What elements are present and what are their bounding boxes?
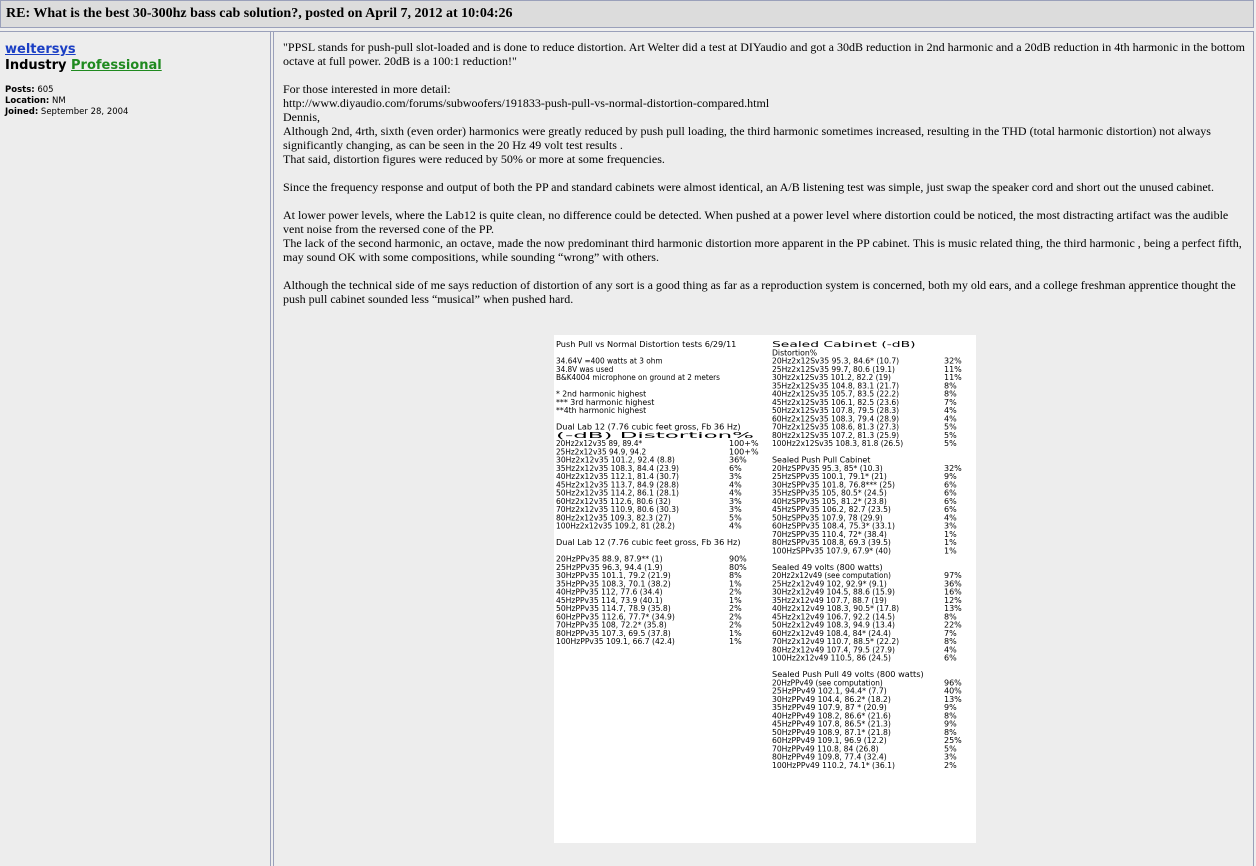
table-percent: 8% xyxy=(729,571,742,580)
table-percent: 9% xyxy=(944,703,957,712)
distortion-table-graphic xyxy=(554,335,976,843)
table-line: 70Hz2x12v49 110.7, 88.5* (22.2) xyxy=(772,637,900,646)
table-percent: 100+% xyxy=(729,439,759,448)
table-line: 30Hz2x12v49 104.5, 88.6 (15.9) xyxy=(772,587,895,597)
table-line: 45HzPPv49 107.8, 86.5* (21.3) xyxy=(772,719,891,729)
table-line: Sealed Push Pull 49 volts (800 watts) xyxy=(772,670,924,679)
listening-paragraph xyxy=(283,208,1249,264)
table-line: 100HzSPPv35 107.9, 67.9* (40) xyxy=(772,546,891,556)
table-percent: 8% xyxy=(944,637,957,646)
table-percent: 8% xyxy=(944,381,957,391)
table-percent: 90% xyxy=(729,554,747,564)
table-line: Distortion% xyxy=(772,348,818,358)
location-value: NM xyxy=(52,96,66,106)
table-line: 50HzPPv49 108.9, 87.1* (21.8) xyxy=(772,727,891,737)
ab-test-paragraph: Since the frequency response and output of both the PP and standard cabinets were almost identical, an A/B listening test was simple, just swap the speaker cord and short out the unused cabinet. xyxy=(283,180,1215,194)
table-line: 70Hz2x12Sv35 108.6, 81.3 (27.3) xyxy=(772,422,900,432)
post-content xyxy=(274,32,1254,866)
table-line: 40HzPPv35 112, 77.6 (34.4) xyxy=(556,587,663,597)
table-percent: 7% xyxy=(944,397,957,407)
table-line: 40HzPPv49 108.2, 86.6* (21.6) xyxy=(772,711,891,721)
author-panel xyxy=(0,32,271,866)
table-line: 50HzSPPv35 107.9, 78 (29.9) xyxy=(772,513,883,523)
table-percent: 40% xyxy=(944,686,962,696)
table-percent: 5% xyxy=(944,422,957,432)
table-percent: 13% xyxy=(944,694,962,704)
table-percent: 2% xyxy=(729,587,742,597)
table-percent: 1% xyxy=(729,579,742,589)
table-percent: 1% xyxy=(944,529,957,539)
table-line: 20HzPPv35 88.9, 87.9** (1) xyxy=(556,554,663,564)
table-line: 25Hz2x12Sv35 99.7, 80.6 (19.1) xyxy=(772,364,895,374)
table-line: 35Hz2x12v35 108.3, 84.4 (23.9) xyxy=(556,463,679,473)
table-line: 100Hz2x12Sv35 108.3, 81.8 (26.5) xyxy=(772,439,904,448)
table-percent: 97% xyxy=(944,571,962,580)
table-percent: 6% xyxy=(944,496,957,506)
table-line: 50Hz2x12v35 114.2, 86.1 (28.1) xyxy=(556,488,679,498)
table-line: 35HzPPv35 108.3, 70.1 (38.2) xyxy=(556,579,671,589)
table-percent: 25% xyxy=(944,736,962,745)
table-line: 20HzSPPv35 95.3, 85* (10.3) xyxy=(772,463,883,473)
table-line: 70HzPPv35 108, 72.2* (35.8) xyxy=(556,620,667,630)
table-percent: 1% xyxy=(729,595,742,605)
table-percent: 16% xyxy=(944,587,962,597)
table-percent: 36% xyxy=(944,579,962,589)
table-percent: 6% xyxy=(944,480,957,490)
table-percent: 6% xyxy=(944,505,957,514)
table-line: 60HzSPPv35 108.4, 75.3* (33.1) xyxy=(772,521,895,531)
table-line: 35Hz2x12Sv35 104.8, 83.1 (21.7) xyxy=(772,381,900,391)
table-percent: 5% xyxy=(944,744,957,754)
table-percent: 3% xyxy=(729,505,742,514)
table-line: 35HzSPPv35 105, 80.5* (24.5) xyxy=(772,488,887,498)
post-body xyxy=(283,40,1249,320)
table-line: 20Hz2x12v35 89, 89.4* xyxy=(556,439,643,448)
table-percent: 32% xyxy=(944,463,962,473)
table-line: 35Hz2x12v49 107.7, 88.7 (19) xyxy=(772,595,887,605)
table-line: 100HzPPv49 110.2, 74.1* (36.1) xyxy=(772,760,895,770)
detail-intro: For those interested in more detail: xyxy=(283,82,451,96)
table-line: 30Hz2x12Sv35 101.2, 82.2 (19) xyxy=(772,373,891,382)
table-line: 25Hz2x12v49 102, 92.9* (9.1) xyxy=(772,579,887,589)
table-line: 60HzPPv35 112.6, 77.7* (34.9) xyxy=(556,612,675,622)
table-percent: 96% xyxy=(944,678,962,688)
table-line: 80Hz2x12v35 109.3, 82.3 (27) xyxy=(556,513,671,523)
table-line: 80HzPPv49 109.8, 77.4 (32.4) xyxy=(772,752,887,762)
detail-paragraph xyxy=(283,82,1249,166)
table-percent: 5% xyxy=(944,430,957,440)
table-line: 60Hz2x12Sv35 108.3, 79.4 (28.9) xyxy=(772,414,900,424)
table-percent: 4% xyxy=(944,645,957,655)
table-percent: 13% xyxy=(944,604,962,613)
table-line: 20Hz2x12v49 (see computation) xyxy=(772,571,891,580)
location-label: Location: xyxy=(5,96,50,106)
table-line: 50HzPPv35 114.7, 78.9 (35.8) xyxy=(556,604,671,613)
rank-prefix: Industry xyxy=(5,58,67,73)
rank-professional-link[interactable]: Professional xyxy=(71,58,162,73)
table-line: * 2nd harmonic highest xyxy=(556,389,647,399)
table-line: 70Hz2x12v35 110.9, 80.6 (30.3) xyxy=(556,505,679,514)
joined-label: Joined: xyxy=(5,107,39,117)
table-line: 34.64V =400 watts at 3 ohm xyxy=(556,356,663,366)
table-line: Sealed 49 volts (800 watts) xyxy=(772,562,883,572)
post-title-bar xyxy=(0,0,1254,28)
table-percent: 12% xyxy=(944,595,962,605)
harmonics-text: Although 2nd, 4rth, sixth (even order) harmonics were greatly reduced by push pull loading, the third harmonic sometimes increased, resulting in the THD (total harmonic distortion) not always significantly changing, as can be seen in the 20 Hz 49 volt test results . xyxy=(283,124,1211,152)
table-percent: 9% xyxy=(944,472,957,481)
table-percent: 8% xyxy=(944,389,957,399)
table-line: 100Hz2x12v35 109.2, 81 (28.2) xyxy=(556,521,675,531)
table-percent: 6% xyxy=(944,488,957,498)
table-percent: 11% xyxy=(944,364,962,374)
table-percent: 36% xyxy=(729,455,747,465)
table-percent: 3% xyxy=(729,496,742,506)
table-line: 35HzPPv49 107.9, 87 * (20.9) xyxy=(772,703,887,712)
table-line: 45Hz2x12v35 113.7, 84.9 (28.8) xyxy=(556,480,679,490)
distortion-table-image xyxy=(554,335,976,843)
table-percent: 100+% xyxy=(729,447,759,457)
table-percent: 6% xyxy=(729,463,742,473)
table-line: 80HzSPPv35 108.8, 69.3 (39.5) xyxy=(772,538,891,547)
table-line: *** 3rd harmonic highest xyxy=(556,397,655,407)
table-line: Dual Lab 12 (7.76 cubic feet gross, Fb 36 Hz) xyxy=(556,422,741,432)
table-line: **4th harmonic highest xyxy=(556,406,647,415)
table-line: 50Hz2x12Sv35 107.8, 79.5 (28.3) xyxy=(772,406,900,415)
table-line: Push Pull vs Normal Distortion tests 6/29/11 xyxy=(556,340,737,349)
table-percent: 8% xyxy=(944,612,957,622)
table-line: 100Hz2x12v49 110.5, 86 (24.5) xyxy=(772,653,891,663)
table-percent: 8% xyxy=(944,711,957,721)
table-line: 40Hz2x12v35 112.1, 81.4 (30.7) xyxy=(556,472,679,481)
table-line: 20Hz2x12Sv35 95.3, 84.6* (10.7) xyxy=(772,356,900,366)
table-percent: 8% xyxy=(944,727,957,737)
author-location xyxy=(5,96,128,107)
table-percent: 2% xyxy=(944,760,957,770)
table-percent: 4% xyxy=(944,406,957,415)
table-percent: 7% xyxy=(944,628,957,638)
low-power-text: At lower power levels, where the Lab12 is quite clean, no difference could be detected. When pushed at a power level where distortion could be noticed, the most distracting artifact was the audible vent noise from the reversed cone of the PP. xyxy=(283,208,1229,236)
table-percent: 3% xyxy=(729,472,742,481)
author-meta xyxy=(5,85,128,118)
author-username-link[interactable]: weltersys xyxy=(5,42,76,57)
table-line: 20HzPPv49 (see computation) xyxy=(772,678,883,688)
conclusion-paragraph: Although the technical side of me says reduction of distortion of any sort is a good thing as far as a reproduction system is concerned, both my old ears, and a college freshman apprentice thought the push pull cabinet sounded less “musical” when pushed hard. xyxy=(283,278,1236,306)
table-percent: 1% xyxy=(944,546,957,556)
table-line: 100HzPPv35 109.1, 66.7 (42.4) xyxy=(556,637,675,646)
greeting: Dennis, xyxy=(283,110,320,124)
posts-label: Posts: xyxy=(5,85,35,95)
posts-count xyxy=(5,85,128,96)
table-percent: 32% xyxy=(944,356,962,366)
table-percent: 6% xyxy=(944,653,957,663)
table-percent: 1% xyxy=(729,628,742,638)
table-line: 30HzPPv49 104.4, 86.2* (18.2) xyxy=(772,694,891,704)
table-line: 45HzSPPv35 106.2, 82.7 (23.5) xyxy=(772,505,891,514)
table-line: 25HzPPv35 96.3, 94.4 (1.9) xyxy=(556,562,663,572)
table-line: 40Hz2x12v49 108.3, 90.5* (17.8) xyxy=(772,604,900,613)
table-line: 25Hz2x12v35 94.9, 94.2 xyxy=(556,447,647,457)
diyaudio-url: http://www.diyaudio.com/forums/subwoofers/191833-push-pull-vs-normal-distortion-compared.html xyxy=(283,96,770,110)
table-percent: 2% xyxy=(729,612,742,622)
post-title: RE: What is the best 30-300hz bass cab solution?, posted on April 7, 2012 at 10:04:26 xyxy=(6,6,513,21)
table-line: 40HzSPPv35 105, 81.2* (23.8) xyxy=(772,496,887,506)
table-percent: 80% xyxy=(729,562,747,572)
table-line: Sealed Cabinet (-dB) xyxy=(772,340,916,349)
table-line: 45HzPPv35 114, 73.9 (40.1) xyxy=(556,595,663,605)
table-line: 80Hz2x12Sv35 107.2, 81.3 (25.9) xyxy=(772,430,900,440)
table-percent: 9% xyxy=(944,719,957,729)
joined-value: September 28, 2004 xyxy=(40,107,129,117)
forum-post xyxy=(0,31,1254,866)
table-percent: 22% xyxy=(944,620,962,630)
author-rank xyxy=(5,58,162,73)
table-line: 70HzPPv49 110.8, 84 (26.8) xyxy=(772,744,879,754)
table-line: 45Hz2x12v49 106.7, 92.2 (14.5) xyxy=(772,612,895,622)
table-line: 50Hz2x12v49 108.3, 94.9 (13.4) xyxy=(772,620,895,630)
table-line: 80Hz2x12v49 107.4, 79.5 (27.9) xyxy=(772,645,895,655)
table-percent: 4% xyxy=(944,414,957,424)
table-line: 34.8V was used xyxy=(556,364,614,374)
table-percent: 4% xyxy=(729,521,742,531)
table-percent: 1% xyxy=(729,637,742,646)
table-line: Sealed Push Pull Cabinet xyxy=(772,455,871,465)
table-line: 25HzSPPv35 100.1, 79.1* (21) xyxy=(772,472,887,481)
table-line: Dual Lab 12 (7.76 cubic feet gross, Fb 36 Hz) xyxy=(556,538,741,547)
table-line: 60HzPPv49 109.1, 96.9 (12.2) xyxy=(772,736,887,745)
table-line: 40Hz2x12Sv35 105.7, 83.5 (22.2) xyxy=(772,389,900,399)
table-line: B&K4004 microphone on ground at 2 meters xyxy=(556,373,720,382)
distortion-reduction-text: That said, distortion figures were reduced by 50% or more at some frequencies. xyxy=(283,152,665,166)
table-percent: 4% xyxy=(944,513,957,523)
table-percent: 1% xyxy=(944,538,957,547)
third-harmonic-text: The lack of the second harmonic, an octave, made the now predominant third harmonic distortion more apparent in the PP cabinet. This is music related thing, the third harmonic , being a perfect fifth, may sound OK with some compositions, while sounding “wrong” with others. xyxy=(283,236,1242,264)
table-line: 30HzPPv35 101.1, 79.2 (21.9) xyxy=(556,571,671,580)
table-line: 80HzPPv35 107.3, 69.5 (37.8) xyxy=(556,628,671,638)
posts-value: 605 xyxy=(37,85,54,95)
table-line: 70HzSPPv35 110.4, 72* (38.4) xyxy=(772,529,887,539)
table-line: (-dB) Distortion% xyxy=(556,430,756,440)
table-line: 60Hz2x12v49 108.4, 84* (24.4) xyxy=(772,628,891,638)
table-percent: 2% xyxy=(729,620,742,630)
table-line: 60Hz2x12v35 112.6, 80.6 (32) xyxy=(556,496,671,506)
table-percent: 2% xyxy=(729,604,742,613)
table-percent: 4% xyxy=(729,488,742,498)
table-percent: 4% xyxy=(729,480,742,490)
table-line: 45Hz2x12Sv35 106.1, 82.5 (23.6) xyxy=(772,397,900,407)
table-line: 30HzSPPv35 101.8, 76.8*** (25) xyxy=(772,480,895,490)
table-line: 25HzPPv49 102.1, 94.4* (7.7) xyxy=(772,686,887,696)
table-percent: 11% xyxy=(944,373,962,382)
table-line: 30Hz2x12v35 101.2, 92.4 (8.8) xyxy=(556,455,675,465)
table-percent: 3% xyxy=(944,752,957,762)
table-percent: 3% xyxy=(944,521,957,531)
quote-paragraph: "PPSL stands for push-pull slot-loaded and is done to reduce distortion. Art Welter did a test at DIYaudio and got a 30dB reduction in 2nd harmonic and a 20dB reduction in 4th harmonic in the bottom octave at full power. 20dB is a 100:1 reduction!" xyxy=(283,40,1245,68)
table-percent: 5% xyxy=(944,439,957,448)
table-percent: 5% xyxy=(729,513,742,523)
author-joined xyxy=(5,107,128,118)
